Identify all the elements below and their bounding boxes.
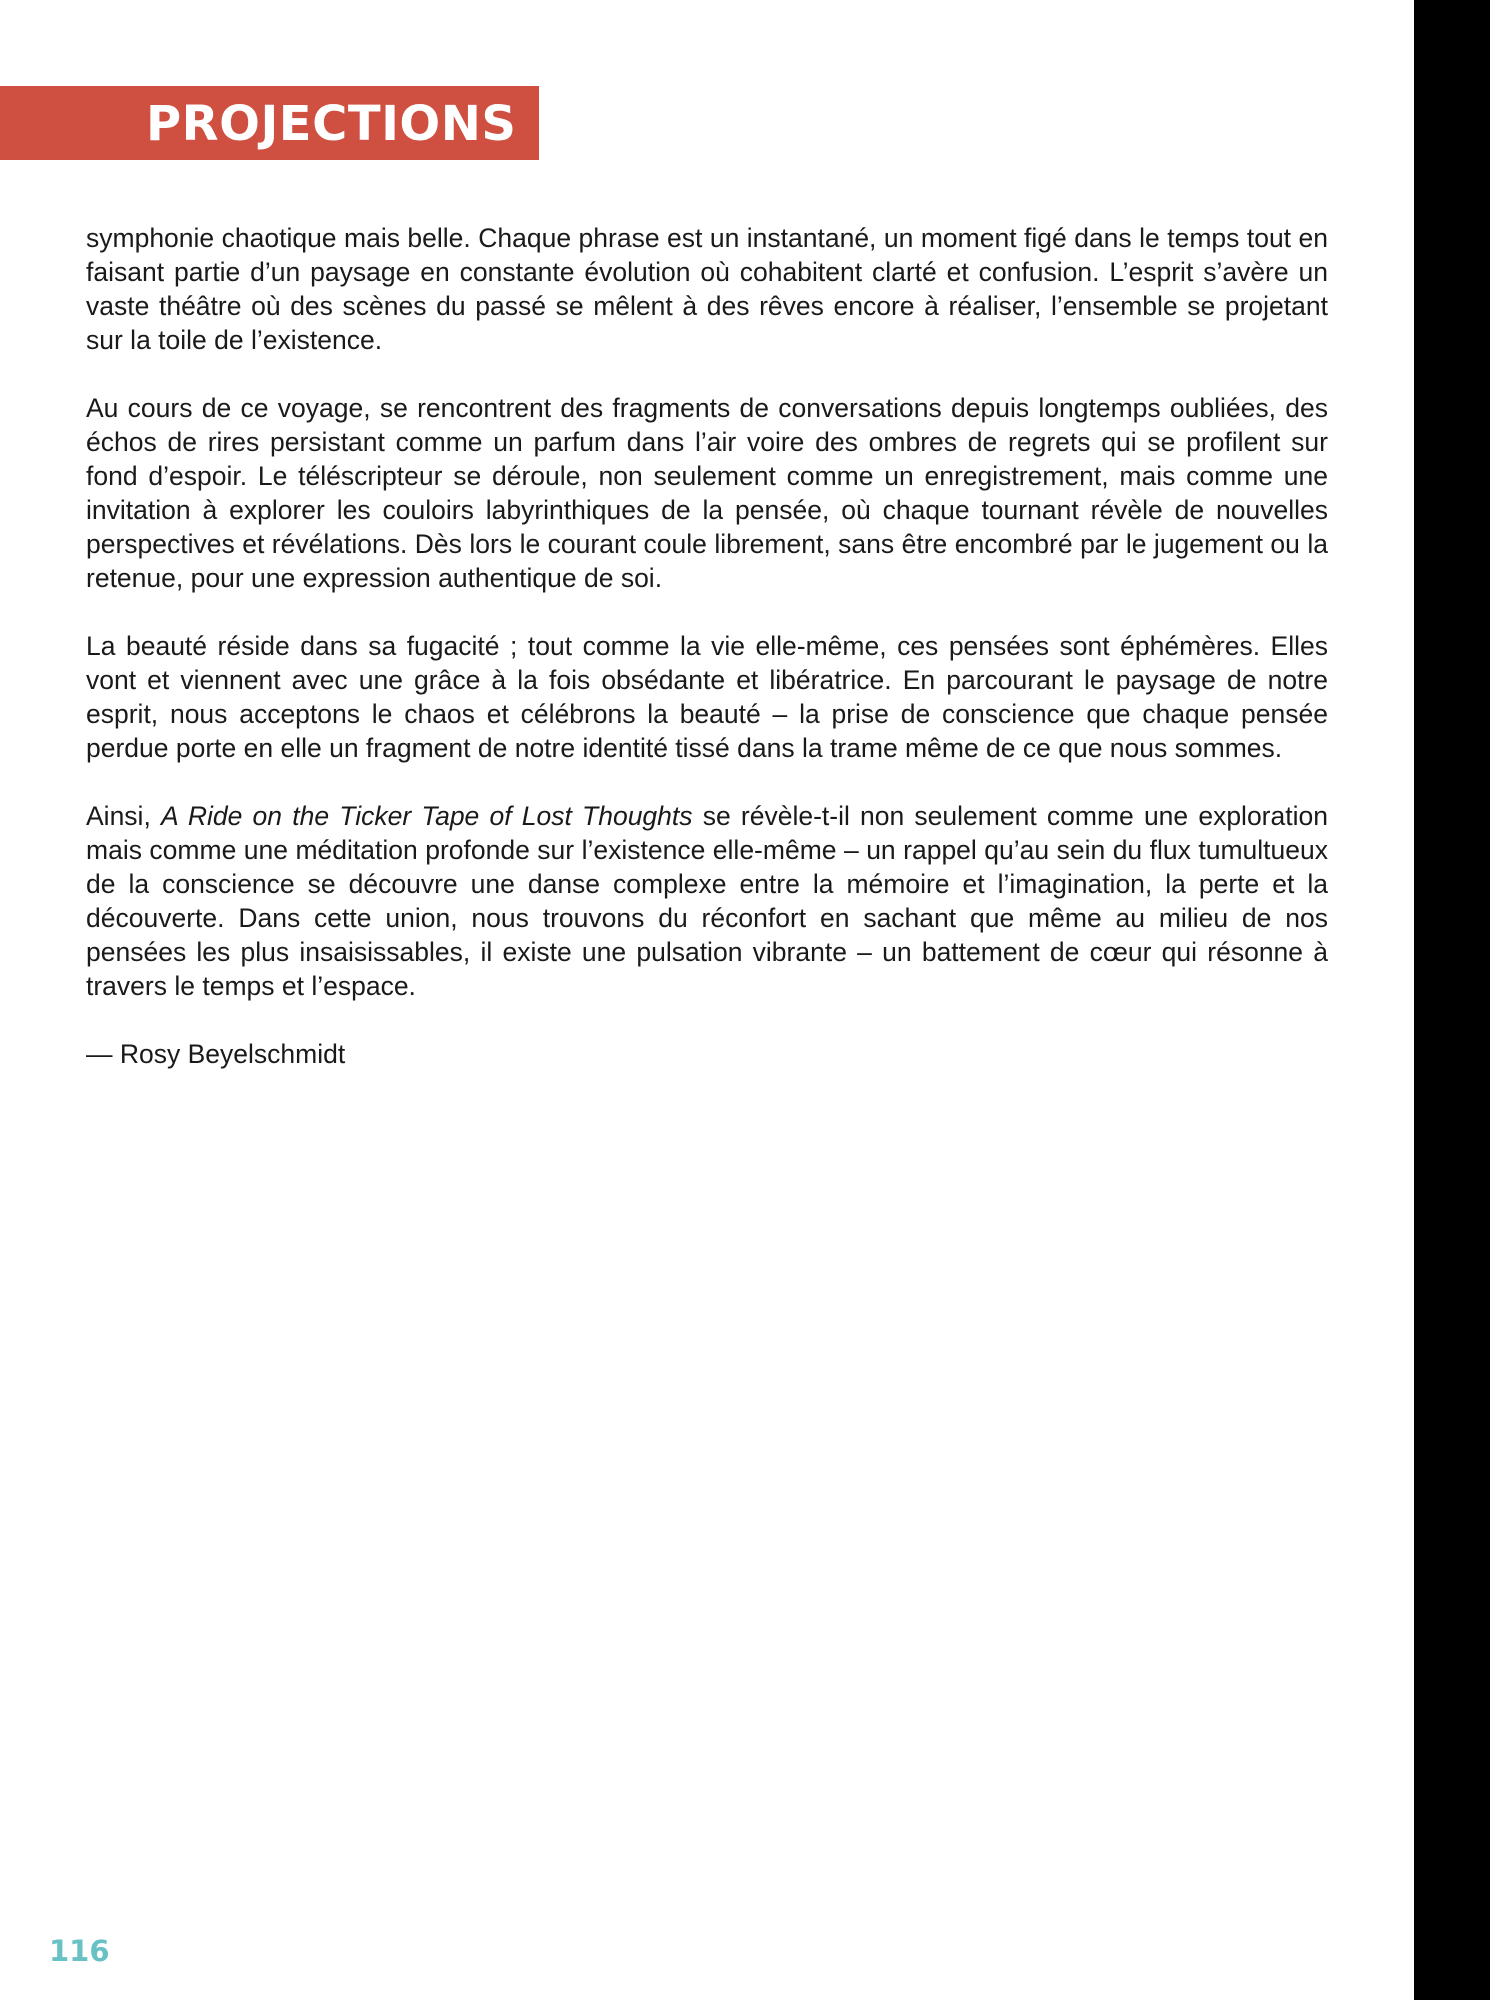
section-banner (0, 86, 539, 160)
paragraph-lead: Ainsi, (86, 801, 151, 831)
article-paragraph (86, 799, 1328, 1003)
article-paragraph: La beauté réside dans sa fugacité ; tout comme la vie elle-même, ces pensées sont éphémères. Elles vont et viennent avec une grâce à la fois obsédante et libératrice. En parcourant le paysage de notre esprit, nous acceptons le chaos et célébrons la beauté – la prise de conscience que chaque pensée perdue porte en elle un fragment de notre identité tissé dans la trame même de ce que nous sommes. (86, 631, 1328, 763)
author-signature: — Rosy Beyelschmidt (86, 1039, 346, 1069)
paragraph-rest: se révèle-t-il non seulement comme une exploration mais comme une méditation profonde sur l’existence elle-même – un rappel qu’au sein du flux tumultueux de la conscience se découvre une danse complexe entre la mémoire et l’imagination, la perte et la découverte. Dans cette union, nous trouvons du réconfort en sachant que même au milieu de nos pensées les plus insaisissables, il existe une pulsation vibrante – un battement de cœur qui résonne à travers le temps et l’espace. (86, 801, 1328, 1001)
right-black-margin (1414, 0, 1490, 2000)
article-paragraph: Au cours de ce voyage, se rencontrent des fragments de conversations depuis longtemps oubliées, des échos de rires persistant comme un parfum dans l’air voire des ombres de regrets qui se profilent sur fond d’espoir. Le téléscripteur se déroule, non seulement comme un enregistrement, mais comme une invitation à explorer les couloirs labyrinthiques de la pensée, où chaque tournant révèle de nouvelles perspectives et révélations. Dès lors le courant coule librement, sans être encombré par le jugement ou la retenue, pour une expression authentique de soi. (86, 393, 1328, 593)
section-title: PROJECTIONS (146, 96, 517, 152)
article-body (86, 221, 1328, 1105)
work-title: A Ride on the Ticker Tape of Lost Thoughts (161, 801, 693, 831)
page-number: 116 (49, 1934, 110, 1968)
article-paragraph: symphonie chaotique mais belle. Chaque phrase est un instantané, un moment figé dans le temps tout en faisant partie d’un paysage en constante évolution où cohabitent clarté et confusion. L’esprit s’avère un vaste théâtre où des scènes du passé se mêlent à des rêves encore à réaliser, l’ensemble se projetant sur la toile de l’existence. (86, 223, 1328, 355)
